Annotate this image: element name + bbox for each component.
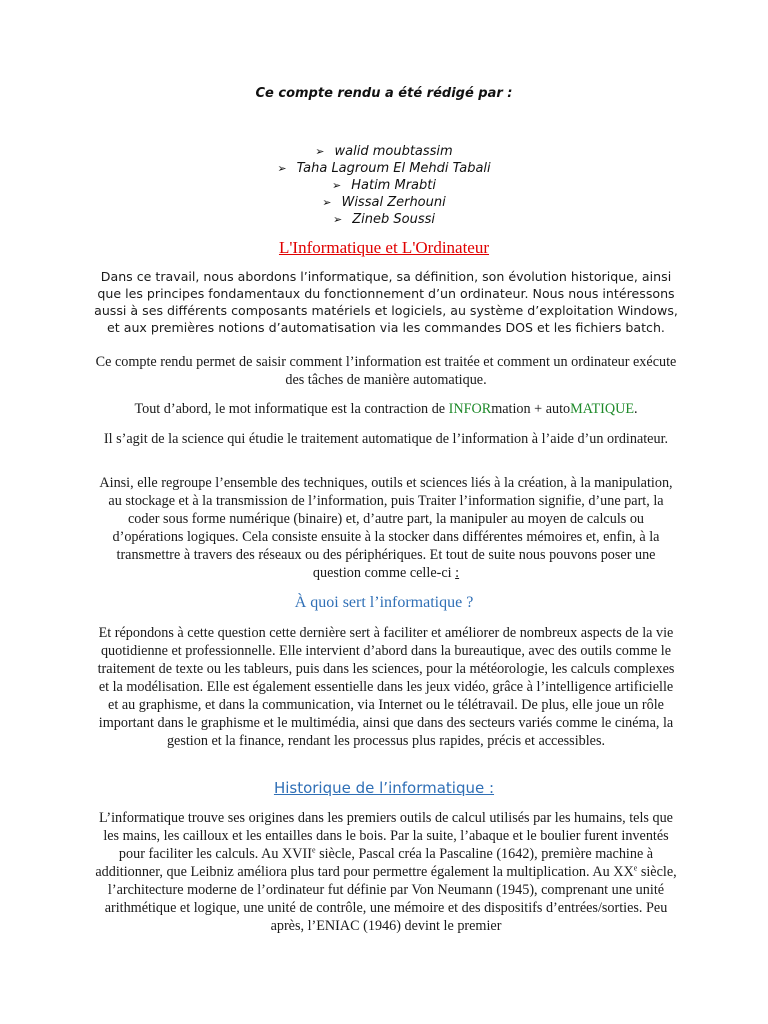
paragraph-scope [92,474,680,582]
author-name: walid moubtassim [334,144,453,159]
history-text-2: siècle, Pascal créa la Pascaline (1642), première machine à additionner, que Leibniz améliora plus tard pour permettre également la multiplication. Au XX [95,846,654,880]
scope-text: Ainsi, elle regroupe l’ensemble des techniques, outils et sciences liés à la création, à la manipulation, au stockage et à la transmission de l’information, puis Traiter l’information signifie, d’une part, la coder sous forme numérique (binaire) et, d’autre part, la manipuler au moyen de calculs ou d’opérations logiques. Cela consiste ensuite à la stocker dans différentes mémoires et, enfin, à la transmettre à travers des réseaux ou des périphériques. Et tout de suite nous pouvons poser une question comme celle-ci [99,475,673,581]
superscript-e: e [633,863,638,873]
etymology-end: . [634,401,638,417]
paragraph-etymology [92,400,680,418]
intro-title: Ce compte rendu a été rédigé par : [255,86,513,101]
document-title: L'Informatique et L'Ordinateur [278,238,490,257]
arrow-bullet-icon: ➢ [332,179,342,192]
etymology-text: Tout d’abord, le mot informatique est la contraction de [134,401,449,417]
paragraph-purpose: Ce compte rendu permet de saisir comment l’information est traitée et comment un ordinateur exécute des tâches de manière automatique. [95,354,677,388]
paragraph-usage: Et répondons à cette question cette dernière sert à faciliter et améliorer de nombreux aspects de la vie quotidienne et professionnelle. Elle intervient d’abord dans la bureautique, avec des outils comme le traitement de texte ou les tableurs, puis dans les sciences, pour la météorologie, les calculs complexes et la modélisation. Elle est également essentielle dans les jeux vidéo, grâce à l’intelligence artificielle et au graphisme, et dans la communication, via Internet ou le télétravail. De plus, elle joue un rôle important dans le graphisme et le multimédia, ainsi que dans des secteurs variés comme le cinéma, la gestion et la finance, rendant les processus plus rapides, précis et accessibles. [97,625,675,749]
author-item [0,143,768,160]
paragraph-history [92,809,680,935]
superscript-e: e [311,845,316,855]
author-name: Zineb Soussi [352,212,435,227]
highlight-matique: MATIQUE [570,401,634,417]
etymology-mid: mation + auto [491,401,571,417]
section-heading-history: Historique de l’informatique : [273,779,495,797]
author-item [0,211,768,228]
arrow-bullet-icon: ➢ [333,213,343,226]
arrow-bullet-icon: ➢ [277,162,287,175]
paragraph-intro: Dans ce travail, nous abordons l’informatique, sa définition, son évolution historique, ainsi que les principes fondamentaux du fonctionnement d’un ordinateur. Nous nous intéressons aussi à ses différents composants matériels et logiciels, au système d’exploitation Windows, et aux premières notions d’automatisation via les commandes DOS et les fichiers batch. [94,269,678,335]
author-name: Wissal Zerhouni [341,195,446,210]
paragraph-definition: Il s’agit de la science qui étudie le traitement automatique de l’information à l’aide d’un ordinateur. [103,431,669,447]
author-name: Hatim Mrabti [351,178,436,193]
history-text-3: siècle, l’architecture moderne de l’ordinateur fut définie par Von Neumann (1945), comprenant une unité arithmétique et logique, une unité de contrôle, une mémoire et des dispositifs d’entrées/sorties. Peu après, l’ENIAC (1946) devint le premier [104,864,677,934]
highlight-infor: INFOR [448,401,492,417]
author-name: Taha Lagroum El Mehdi Tabali [296,161,491,176]
author-item [0,177,768,194]
section-heading-usage: À quoi sert l’informatique ? [294,594,474,611]
author-item [0,160,768,177]
history-text-1: L’informatique trouve ses origines dans les premiers outils de calcul utilisés par les humains, tels que les mains, les cailloux et les entailles dans le bois. Par la suite, l’abaque et le boulier furent inventés pour faciliter les calculs. Au XVII [99,810,673,862]
scope-colon: : [455,565,460,581]
author-list [0,143,768,228]
author-item [0,194,768,211]
arrow-bullet-icon: ➢ [322,196,332,209]
arrow-bullet-icon: ➢ [315,145,325,158]
